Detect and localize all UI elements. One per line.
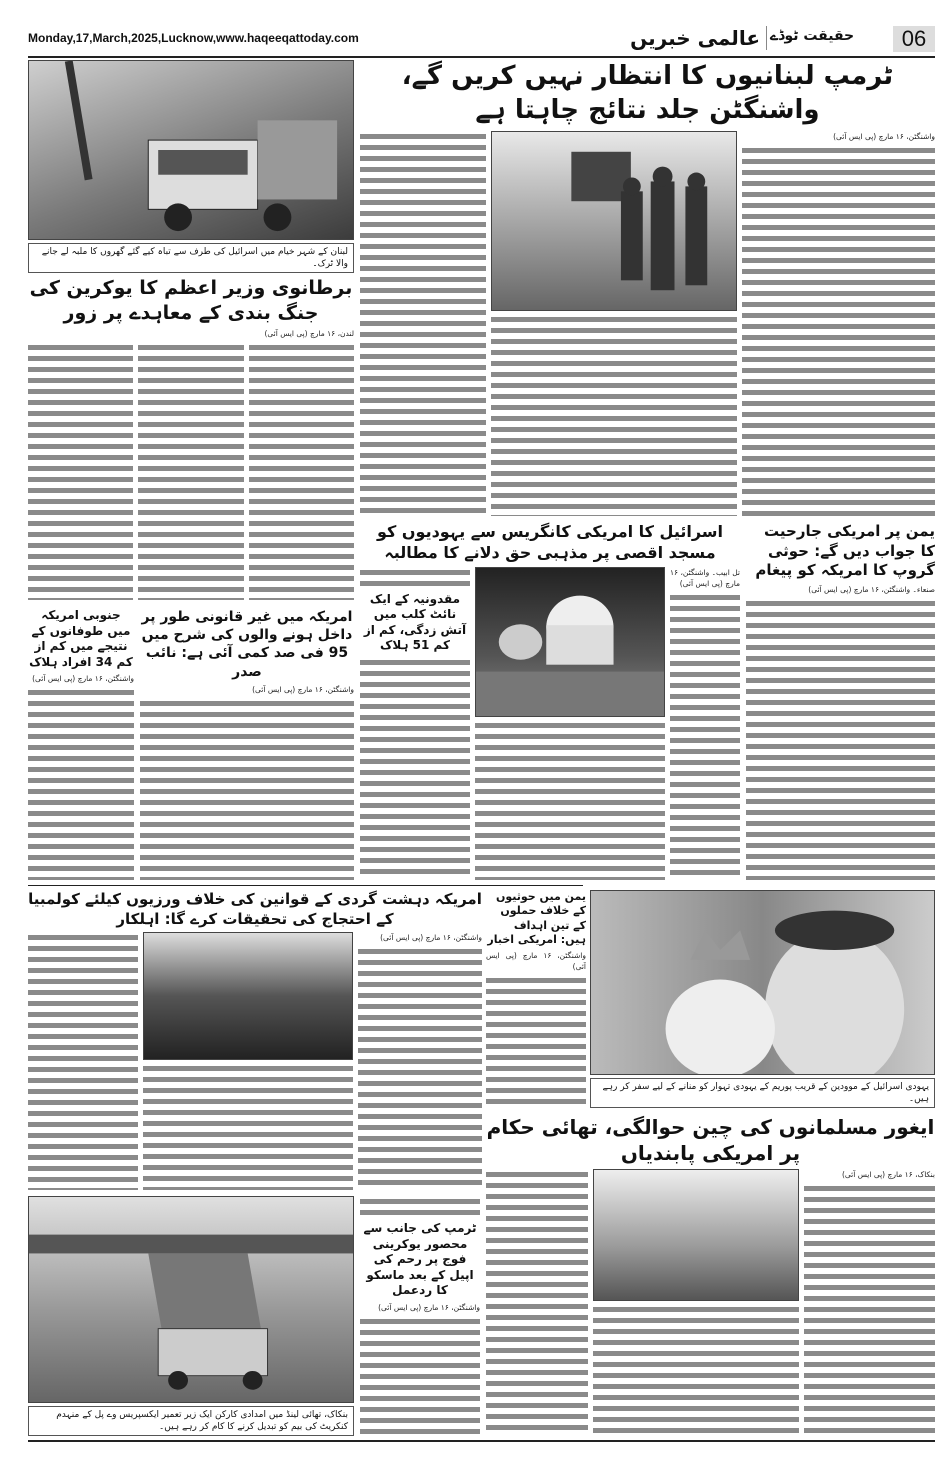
region-lebanon <box>360 60 935 516</box>
dateline-columbia: واشنگٹن، ۱۶ مارچ (پی ایس آئی) <box>380 933 482 942</box>
dateline-lebanon: واشنگٹن، ۱۶ مارچ (پی ایس آئی) <box>833 131 935 141</box>
body-column <box>28 687 134 880</box>
lebanon-right-column <box>742 131 935 516</box>
headline-macedonia: مقدونیہ کے ایک نائٹ کلب میں آتش زدگی، کم از کم 51 ہلاک <box>360 592 470 654</box>
dateline-storms: واشنگٹن، ۱۶ مارچ (پی ایس آئی) <box>32 674 134 684</box>
headline-lebanon: ٹرمپ لبنانیوں کا انتظار نہیں کریں گے، واشنگٹن جلد نتائج چاہتا ہے <box>360 60 935 128</box>
body-row <box>28 932 482 1190</box>
mosque-photo <box>475 567 665 717</box>
body-column <box>138 342 243 600</box>
protest-photo-uyghur <box>593 1169 799 1301</box>
region-yemen-houthi <box>746 522 935 880</box>
dateline-illegal: واشنگٹن، ۱۶ مارچ (پی ایس آئی) <box>252 684 354 694</box>
headline-illegal-entry: امریکہ میں غیر قانونی طور پر داخل ہونے والوں کی شرح میں 95 فی صد کمی آئی ہے: نائب صدر <box>141 609 353 680</box>
dateline-yemen: صنعاء۔ واشنگٹن، ۱۶ مارچ (پی ایس آئی) <box>808 584 935 594</box>
headline-storms: جنوبی امریکہ میں طوفانوں کے نتیجے میں کم از کم 34 افراد ہلاک <box>29 608 133 669</box>
headline-uyghur: ایغور مسلمانوں کی چین حوالگی، تھائی حکام پر امریکی پابندیاں <box>486 1115 935 1165</box>
soldiers-photo <box>491 131 737 311</box>
section-rule <box>28 885 583 886</box>
body-column <box>491 314 737 516</box>
footer-rule <box>28 1440 935 1442</box>
body-column <box>140 698 354 880</box>
lebanon-middle-column <box>491 131 737 516</box>
photo-caption: لبنان کے شہر خیام میں اسرائیل کی طرف سے تباہ کیے گئے گھروں کا ملبہ لے جانے والا ٹرک۔ <box>28 243 354 273</box>
columbia-middle-column <box>143 932 353 1190</box>
body-column <box>360 567 470 589</box>
headline-moscow: ٹرمپ کی جانب سے محصور یوکرینی فوج پر رحم کی اپیل کے بعد ماسکو کا ردعمل <box>360 1221 480 1299</box>
dateline-yemen-targets: واشنگٹن، ۱۶ مارچ (پی ایس آئی) <box>486 951 586 972</box>
region-moscow <box>360 1196 480 1436</box>
illegal-column <box>140 608 354 880</box>
body-column <box>360 1196 480 1218</box>
body-row <box>28 342 354 600</box>
body-column <box>28 342 133 600</box>
region-uyghur <box>486 1114 935 1436</box>
brand-logo: حقیقت ٹوڈے <box>770 28 855 44</box>
header-rule <box>28 56 935 58</box>
dateline-aqsa: تل ابیب۔ واشنگٹن، ۱۶ مارچ (پی ایس آئی) <box>670 567 740 588</box>
section-title: عالمی خبریں <box>630 26 767 50</box>
body-column <box>360 657 470 880</box>
body-row <box>360 567 740 880</box>
region-columbia <box>28 890 482 1190</box>
body-column <box>360 131 486 516</box>
body-column <box>360 1316 480 1436</box>
body-column <box>475 720 665 880</box>
body-column <box>143 1063 353 1190</box>
region-bridge <box>28 1196 354 1436</box>
dateline-britain: لندن، ۱۶ مارچ (پی ایس آئی) <box>264 329 354 339</box>
protest-photo <box>143 932 353 1060</box>
purim-illustration <box>591 891 934 1074</box>
body-column <box>358 946 482 1190</box>
aqsa-middle-column <box>475 567 665 880</box>
page-number: 06 <box>893 26 935 52</box>
aqsa-left-column <box>360 567 470 880</box>
soldiers-illustration <box>492 132 736 310</box>
body-column <box>670 592 740 880</box>
photo-caption: بنکاک، تھائی لینڈ میں امدادی کارکن ایک زیر تعمیر ایکسپریس وے پل کے منہدم کنکریٹ کی بیم کو تبدیل کرنے کا کام کر رہے ہیں۔ <box>28 1406 354 1436</box>
dateline: Monday,17,March,2025,Lucknow,www.haqeeqattoday.com <box>28 31 359 45</box>
headline-columbia: امریکہ دہشت گردی کے قوانین کی خلاف ورزیوں کیلئے کولمبیا کے احتجاج کی تحقیقات کرے گا: اہلکار <box>28 890 482 928</box>
body-row <box>360 131 935 516</box>
region-illegal-storms <box>28 608 354 880</box>
body-column <box>742 145 935 516</box>
body-column <box>746 598 935 881</box>
truck-photo <box>28 60 354 240</box>
uyghur-right-column <box>804 1169 935 1436</box>
headline-aqsa: اسرائیل کا امریکی کانگریس سے یہودیوں کو مسجد اقصی پر مذہبی حق دلانے کا مطالبہ <box>360 522 740 564</box>
bridge-photo <box>28 1196 354 1403</box>
body-column <box>486 1169 588 1436</box>
dateline-uyghur: بنکاک، ۱۶ مارچ (پی ایس آئی) <box>841 1170 935 1179</box>
body-column <box>804 1183 935 1436</box>
photo-caption: یہودی اسرائیل کے موودین کے قریب پوریم کے یہودی تہوار کو منانے کے لیے سفر کر رہے ہیں۔ <box>590 1078 935 1108</box>
columbia-right-column <box>358 932 482 1190</box>
body-column <box>28 932 138 1190</box>
body-column <box>486 975 586 1108</box>
headline-britain: برطانوی وزیر اعظم کا یوکرین کی جنگ بندی کے معاہدے پر زور <box>29 277 353 324</box>
region-britain <box>28 60 354 600</box>
truck-illustration <box>29 61 353 239</box>
headline-yemen-houthi: یمن پر امریکی جارحیت کا جواب دیں گے: حوثی گروپ کا امریکہ کو پیغام <box>746 522 935 581</box>
headline-yemen-targets: یمن میں حوثیوں کے خلاف حملوں کے تین اہداف ہیں: امریکی اخبار <box>487 890 586 946</box>
bridge-illustration <box>29 1197 353 1402</box>
uyghur-middle-column <box>593 1169 799 1436</box>
region-yemen-targets <box>486 890 586 1108</box>
body-column <box>593 1304 799 1436</box>
dome-illustration <box>476 568 664 716</box>
storms-column <box>28 608 134 880</box>
body-column <box>249 342 354 600</box>
dateline-moscow: واشنگٹن، ۱۶ مارچ (پی ایس آئی) <box>378 1302 480 1312</box>
purim-photo <box>590 890 935 1075</box>
region-purim <box>590 890 935 1108</box>
body-row <box>486 1169 935 1436</box>
region-aqsa <box>360 522 740 880</box>
aqsa-right-column <box>670 567 740 880</box>
